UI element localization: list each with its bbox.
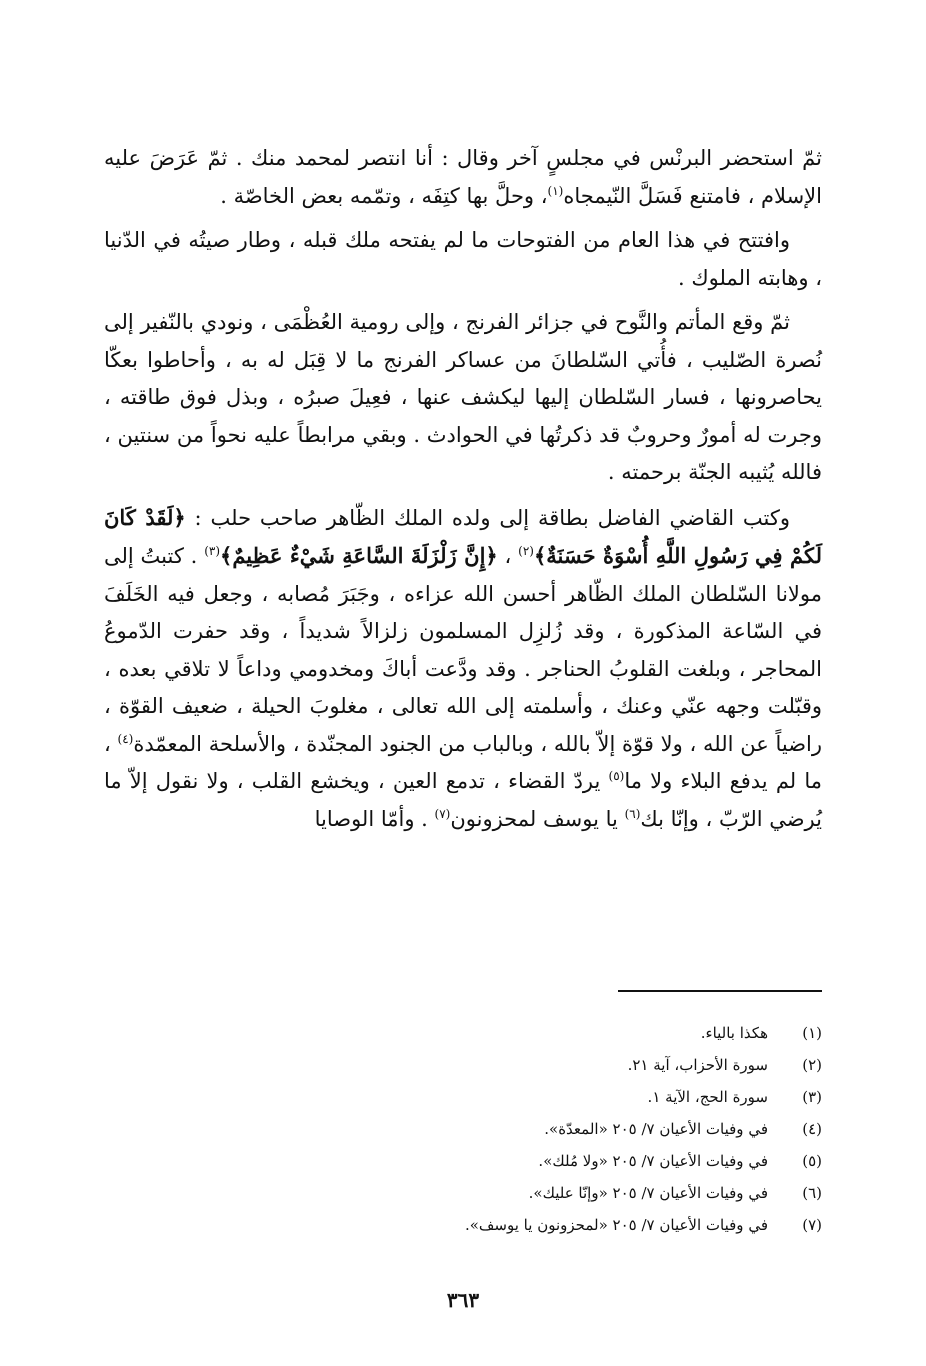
footnote [122,1209,822,1241]
footnote-number: (٦) [802,1184,822,1202]
quran-verse: ﴿إِنَّ زَلْزَلَةَ السَّاعَةِ شَيْءٌ عَظِيمٌ﴾ [220,543,498,568]
text-run: ثمّ استحضر البرنْس في مجلسٍ آخر وقال : أنا انتصر لمحمد منك . ثمّ عَرَضَ عليه الإسلام ، فامتنع فَسَلَّ النّيمجاه [104,146,822,208]
text-run: . كتبتُ إلى مولانا السّلطان الملك الظّاهر أحسن الله عزاءه ، وجَبَرَ مُصابه ، وجعل فيه الخَلَفَ في السّاعة المذكورة ، وقد زُلزِل المسلمون زلزالاً شديداً ، وقد حفرت الدّموعُ المحاجر ، وبلغت القلوبُ الحناجر . وقد ودَّعت أباكَ ومخدومي وداعاً لا تلاقي بعده ، وقبّلت وجهه عنّي وعنك ، وأسلمته إلى الله تعالى ، مغلوبَ الحيلة ، ضعيف القوّة ، راضياً عن الله ، ولا قوّة إلاّ بالله ، وبالباب من الجنود المجنّدة ، والأسلحة المعمّدة [104,544,822,756]
paragraph [104,222,822,297]
footnote-text: هكذا بالياء. [700,1024,768,1042]
footnote-number: (٢) [802,1056,822,1074]
paragraph [104,140,822,215]
footnote-separator [618,990,822,992]
text-run: ثمّ وقع المأتم والنَّوح في جزائر الفرنج ، وإلى رومية العُظْمَى ، ونودي بالنّفير إلى نُصرة الصّليب ، فأُتي السّلطانَ من عساكر الفرنج ما لا قِبَل له به ، وأحاطوا بعكّا يحاصرونها ، فسار السّلطان إليها ليكشف عنها ، فعِيلَ صبرُه ، وبذل فوق طاقته ، وجرت له أمورٌ وحروبٌ قد ذكرتُها في الحوادث . وبقي مرابطاً عليه نحواً من سنتين ، فالله يُثيبه الجنّة برحمته . [104,310,822,484]
text-run: وافتتح في هذا العام من الفتوحات ما لم يفتحه ملك قبله ، وطار صيتُه في الدّنيا ، وهابته الملوك . [104,228,822,290]
text-run: ، [497,544,519,568]
paragraph [104,499,822,839]
footnote-ref: (٦) [624,806,641,821]
footnote [122,1113,822,1145]
footnote-ref: (٤) [117,731,134,746]
footnote-text: في وفيات الأعيان ٧/ ٢٠٥ «ولا مُلك». [538,1152,768,1170]
footnote-ref: (٢) [518,544,534,558]
text-run: يردّ القضاء ، تدمع العين ، ويخشع القلب ، ولا نقول إلاّ ما يُرضي الرّبّ ، وإنّا بك [104,769,822,831]
footnote-number: (٣) [802,1088,822,1106]
footnote-text: في وفيات الأعيان ٧/ ٢٠٥ «لمحزونون يا يوسف». [464,1216,768,1234]
footnote-ref: (١) [547,183,564,198]
footnote [122,1081,822,1113]
footnote [122,1017,822,1049]
footnote-number: (٤) [802,1120,822,1138]
footnote-ref: (٥) [608,769,625,783]
quran-verse: ﴿لَقَدْ كَانَ لَكُمْ فِي رَسُولِ اللَّهِ أُسْوَةٌ حَسَنَةٌ﴾ [104,504,822,568]
footnote [122,1049,822,1081]
footnote-text: سورة الحج، الآية ١. [647,1088,768,1106]
footnote-text: سورة الأحزاب، آية ٢١. [627,1056,768,1074]
footnote-number: (٥) [802,1152,822,1170]
paragraph [104,304,822,492]
footnote [122,1145,822,1177]
footnote-number: (٧) [802,1216,822,1234]
text-run: وكتب القاضي الفاضل بطاقة إلى ولده الملك الظّاهر صاحب حلب : [185,505,790,530]
footnote-text: في وفيات الأعيان ٧/ ٢٠٥ «وإنّا عليك». [528,1184,768,1202]
footnote-ref: (٣) [204,544,221,558]
main-text [104,140,822,845]
text-run: ، وحلَّ بها كتِفَه ، وتمّمه بعض الخاصّة . [220,183,548,208]
text-run: . وأمّا الوصايا [314,806,435,831]
text-run: ، ما لم يدفع البلاء ولا ما [104,731,822,793]
footnote [122,1177,822,1209]
footnotes-list [122,1017,822,1241]
text-run: يا يوسف لمحزونون [450,806,625,831]
footnote-number: (١) [802,1024,822,1042]
page-number: ٣٦٣ [446,1288,480,1312]
footnote-ref: (٧) [434,806,451,821]
footnote-text: في وفيات الأعيان ٧/ ٢٠٥ «المعدّة». [544,1120,768,1138]
